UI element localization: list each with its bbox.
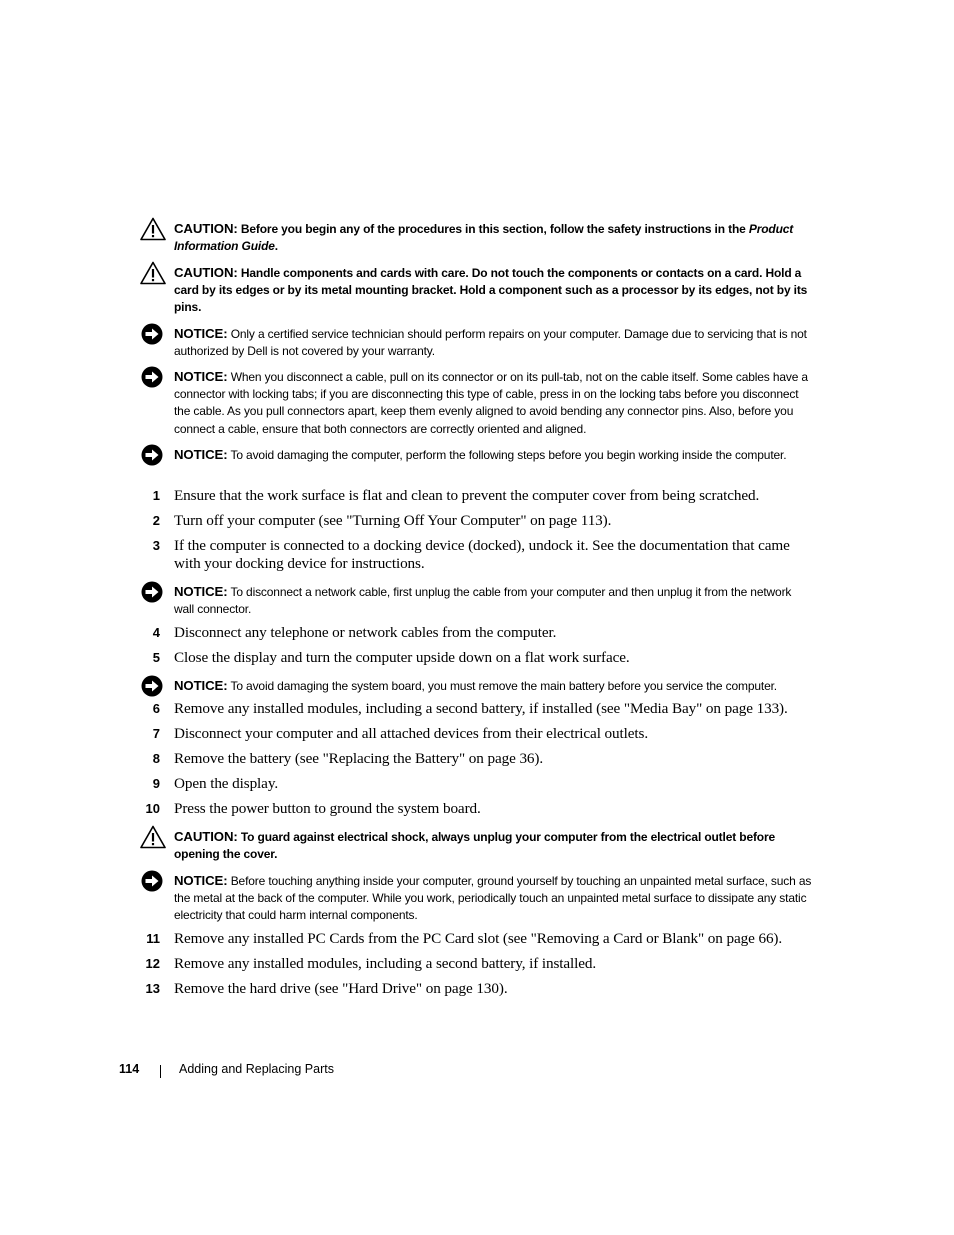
list-item xyxy=(152,537,814,573)
step-text: Remove any installed modules, including a second battery, if installed. xyxy=(174,955,597,972)
step-number: 7 xyxy=(152,726,160,741)
notice-block xyxy=(174,446,814,464)
list-item xyxy=(152,649,814,667)
notice-arrow-icon xyxy=(140,674,166,698)
footer-divider xyxy=(160,1065,161,1078)
notice-label: NOTICE: xyxy=(174,678,228,693)
notice-text: To disconnect a network cable, first unplug the cable from your computer and then unplug it from the network wall connector. xyxy=(174,585,792,617)
step-text: Close the display and turn the computer upside down on a flat work surface. xyxy=(174,649,630,666)
step-text: Disconnect your computer and all attached devices from their electrical outlets. xyxy=(174,725,649,742)
product-guide-title: Product Information Guide xyxy=(174,222,794,254)
step-number: 5 xyxy=(152,650,160,665)
list-item xyxy=(152,487,814,505)
step-number: 13 xyxy=(145,981,160,996)
step-number: 4 xyxy=(152,625,160,640)
caution-label: CAUTION: xyxy=(174,265,238,280)
step-number: 10 xyxy=(145,801,160,816)
notice-block xyxy=(174,325,814,360)
notice-label: NOTICE: xyxy=(174,873,228,888)
notice-label: NOTICE: xyxy=(174,369,228,384)
warning-triangle-icon xyxy=(140,217,166,241)
notice-arrow-icon xyxy=(140,365,166,389)
list-item xyxy=(152,624,814,642)
list-item xyxy=(145,800,814,818)
warning-triangle-icon xyxy=(140,261,166,285)
caution-text: Handle components and cards with care. Do not touch the components or contacts on a card. Hold a card by its edges or by its metal mounting bracket. Hold a component such as a processor by its edges, not by its pins. xyxy=(174,266,808,315)
notice-text: When you disconnect a cable, pull on its connector or on its pull-tab, not on the cable itself. Some cables have a connector with locking tabs; if you are disconnecting this type of cable, press in on the locking tabs before you disconnect the cable. As you pull connectors apart, keep them evenly aligned to avoid bending any connector pins. Also, before you connect a cable, ensure that both connectors are correctly oriented and aligned. xyxy=(174,370,808,436)
notice-arrow-icon xyxy=(140,580,166,604)
list-item xyxy=(145,955,814,973)
list-item xyxy=(145,980,814,998)
notice-arrow-icon xyxy=(140,869,166,893)
step-number: 9 xyxy=(152,776,160,791)
caution-block xyxy=(174,220,814,255)
list-item xyxy=(152,775,814,793)
notice-text: To avoid damaging the computer, perform the following steps before you begin working inside the computer. xyxy=(230,448,787,462)
step-text: Disconnect any telephone or network cables from the computer. xyxy=(174,624,557,641)
notice-block xyxy=(174,677,814,695)
step-text: Open the display. xyxy=(174,775,279,792)
step-number: 3 xyxy=(152,538,160,553)
page-number: 114 xyxy=(119,1062,140,1076)
notice-label: NOTICE: xyxy=(174,447,228,462)
step-text: Remove any installed PC Cards from the PC Card slot (see "Removing a Card or Blank" on page 66). xyxy=(174,930,783,947)
notice-label: NOTICE: xyxy=(174,326,228,341)
step-number: 6 xyxy=(152,701,160,716)
notice-text: Before touching anything inside your computer, ground yourself by touching an unpainted metal surface, such as the metal at the back of the computer. While you work, periodically touch an unpainted metal surface to dissipate any static electricity that could harm internal components. xyxy=(174,874,812,923)
notice-text: Only a certified service technician should perform repairs on your computer. Damage due to servicing that is not authorized by Dell is not covered by your warranty. xyxy=(174,327,807,359)
notice-arrow-icon xyxy=(140,322,166,346)
step-text: Turn off your computer (see "Turning Off Your Computer" on page 113). xyxy=(174,512,612,529)
step-text: Remove any installed modules, including a second battery, if installed (see "Media Bay" on page 133). xyxy=(174,700,788,717)
caution-text: To guard against electrical shock, always unplug your computer from the electrical outlet before opening the cover. xyxy=(174,830,776,862)
caution-text-end: . xyxy=(274,239,278,254)
step-text: If the computer is connected to a docking device (docked), undock it. See the documentation that came with your docking device for instructions. xyxy=(174,537,790,572)
notice-block xyxy=(174,583,814,618)
notice-block xyxy=(174,368,814,438)
step-text: Ensure that the work surface is flat and clean to prevent the computer cover from being scratched. xyxy=(174,487,760,504)
notice-label: NOTICE: xyxy=(174,584,228,599)
notice-arrow-icon xyxy=(140,443,166,467)
caution-label: CAUTION: xyxy=(174,221,238,236)
step-number: 8 xyxy=(152,751,160,766)
list-item xyxy=(146,930,814,948)
caution-label: CAUTION: xyxy=(174,829,238,844)
caution-block xyxy=(174,828,814,863)
list-item xyxy=(152,750,814,768)
caution-text: Before you begin any of the procedures in this section, follow the safety instructions in the xyxy=(240,222,749,236)
notice-text: To avoid damaging the system board, you must remove the main battery before you service the computer. xyxy=(230,679,777,693)
notice-block xyxy=(174,872,814,925)
step-number: 2 xyxy=(152,513,160,528)
step-number: 11 xyxy=(146,931,160,946)
warning-triangle-icon xyxy=(140,825,166,849)
step-text: Press the power button to ground the system board. xyxy=(174,800,481,817)
caution-block xyxy=(174,264,814,317)
list-item xyxy=(152,700,814,718)
step-number: 1 xyxy=(152,488,160,503)
list-item xyxy=(152,725,814,743)
step-number: 12 xyxy=(145,956,160,971)
step-text: Remove the battery (see "Replacing the Battery" on page 36). xyxy=(174,750,544,767)
page-footer xyxy=(0,1062,954,1080)
list-item xyxy=(152,512,814,530)
step-text: Remove the hard drive (see "Hard Drive" on page 130). xyxy=(174,980,508,997)
section-title: Adding and Replacing Parts xyxy=(179,1062,334,1076)
